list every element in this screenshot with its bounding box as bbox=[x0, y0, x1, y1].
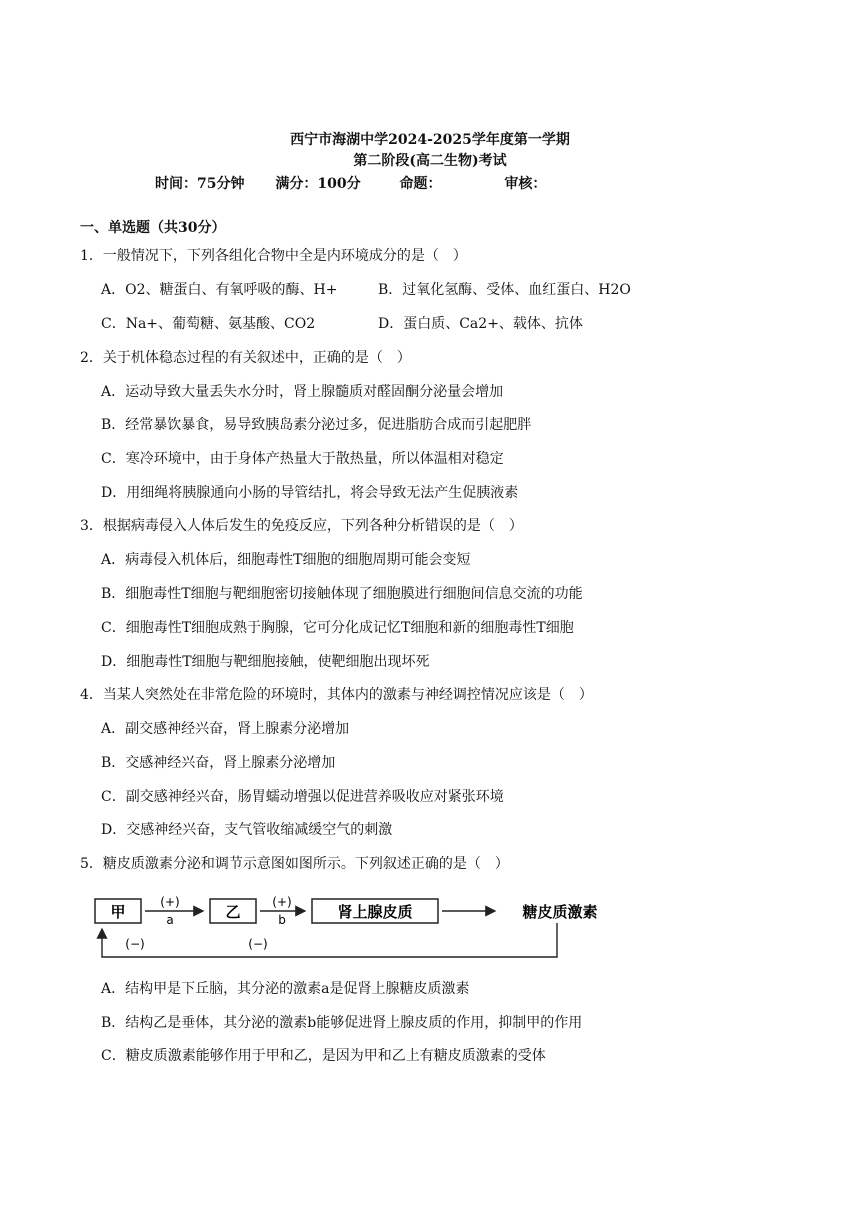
exam-author: 命题： bbox=[399, 176, 442, 192]
hormone-a-label: a bbox=[166, 913, 174, 927]
option-c[interactable]: C．Na+、葡萄糖、氨基酸、CO2 bbox=[101, 316, 316, 332]
exam-time: 时间：75分钟 bbox=[155, 176, 245, 192]
exam-title: 西宁市海湖中学2024-2025学年度第一学期 bbox=[290, 132, 570, 148]
option-c[interactable]: C．寒冷环境中，由于身体产热量大于散热量，所以体温相对稳定 bbox=[101, 451, 504, 467]
box-adrenal-cortex-label: 肾上腺皮质 bbox=[337, 903, 413, 921]
exam-reviewer: 审核： bbox=[504, 176, 547, 192]
question-stem: 4．当某人突然处在非常危险的环境时，其体内的激素与神经调控情况应该是（ ） bbox=[80, 687, 593, 703]
option-a[interactable]: A．O2、糖蛋白、有氧呼吸的酶、H+ bbox=[101, 282, 338, 298]
exam-score: 满分：100分 bbox=[275, 176, 361, 192]
option-a[interactable]: A．病毒侵入机体后，细胞毒性T细胞的细胞周期可能会变短 bbox=[101, 552, 471, 568]
option-b[interactable]: B．结构乙是垂体，其分泌的激素b能够促进肾上腺皮质的作用，抑制甲的作用 bbox=[101, 1015, 583, 1031]
minus-sign-2: (−) bbox=[248, 937, 268, 951]
question-stem: 3．根据病毒侵入人体后发生的免疫反应，下列各种分析错误的是（ ） bbox=[80, 518, 523, 534]
feedback-arrow-jia bbox=[102, 923, 557, 957]
box-jia-label: 甲 bbox=[110, 903, 126, 921]
output-label: 糖皮质激素 bbox=[522, 903, 598, 921]
exam-subtitle: 第二阶段(高二生物)考试 bbox=[353, 153, 507, 169]
question-stem: 1．一般情况下，下列各组化合物中全是内环境成分的是（ ） bbox=[80, 248, 467, 264]
option-d[interactable]: D．交感神经兴奋，支气管收缩减缓空气的刺激 bbox=[101, 822, 393, 838]
exam-meta bbox=[155, 175, 546, 193]
option-d[interactable]: D．蛋白质、Ca2+、载体、抗体 bbox=[378, 316, 583, 332]
option-c[interactable]: C．副交感神经兴奋，肠胃蠕动增强以促进营养吸收应对紧张环境 bbox=[101, 789, 504, 805]
option-b[interactable]: B．过氧化氢酶、受体、血红蛋白、H2O bbox=[378, 282, 631, 298]
option-a[interactable]: A．运动导致大量丢失水分时，肾上腺髓质对醛固酮分泌量会增加 bbox=[101, 384, 504, 400]
option-b[interactable]: B．交感神经兴奋，肾上腺素分泌增加 bbox=[101, 755, 336, 771]
question-stem: 2．关于机体稳态过程的有关叙述中，正确的是（ ） bbox=[80, 350, 411, 366]
question-stem: 5．糖皮质激素分泌和调节示意图如图所示。下列叙述正确的是（ ） bbox=[80, 856, 509, 872]
plus-sign-1: (+) bbox=[160, 895, 180, 909]
section-title: 一、单选题（共30分） bbox=[80, 220, 226, 236]
option-b[interactable]: B．经常暴饮暴食，易导致胰岛素分泌过多，促进脂肪合成而引起肥胖 bbox=[101, 417, 532, 433]
option-a[interactable]: A．副交感神经兴奋，肾上腺素分泌增加 bbox=[101, 721, 350, 737]
plus-sign-2: (+) bbox=[272, 895, 292, 909]
hormone-b-label: b bbox=[278, 913, 286, 927]
box-yi-label: 乙 bbox=[225, 903, 241, 921]
option-b[interactable]: B．细胞毒性T细胞与靶细胞密切接触体现了细胞膜进行细胞间信息交流的功能 bbox=[101, 586, 583, 602]
option-c[interactable]: C．细胞毒性T细胞成熟于胸腺，它可分化成记忆T细胞和新的细胞毒性T细胞 bbox=[101, 620, 574, 636]
option-d[interactable]: D．细胞毒性T细胞与靶细胞接触，使靶细胞出现坏死 bbox=[101, 654, 430, 670]
minus-sign-1: (−) bbox=[125, 937, 145, 951]
option-a[interactable]: A．结构甲是下丘脑，其分泌的激素a是促肾上腺糖皮质激素 bbox=[101, 981, 470, 997]
hormone-regulation-diagram bbox=[90, 893, 630, 963]
option-c[interactable]: C．糖皮质激素能够作用于甲和乙，是因为甲和乙上有糖皮质激素的受体 bbox=[101, 1048, 546, 1064]
option-d[interactable]: D．用细绳将胰腺通向小肠的导管结扎，将会导致无法产生促胰液素 bbox=[101, 485, 519, 501]
